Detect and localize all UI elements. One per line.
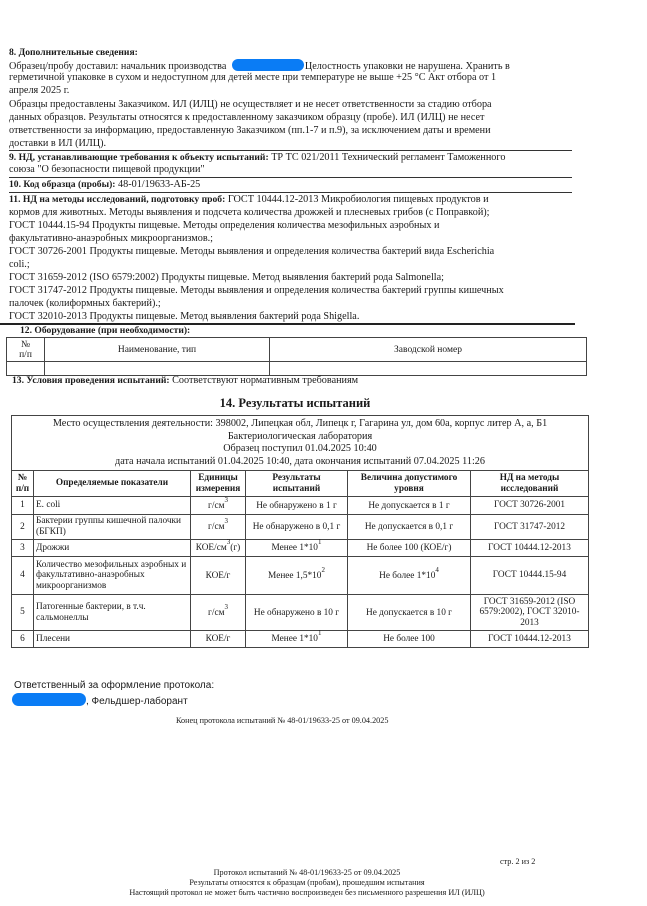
col-result (246, 471, 348, 497)
col-result-b: испытаний (272, 483, 321, 494)
lab-name: Бактериологическая лаборатория (227, 430, 373, 442)
result-sup: 1 (317, 629, 322, 638)
col-limit (348, 471, 471, 497)
sample-code: 48-01/19633-АБ-25 (118, 179, 201, 190)
section-8-line-7: доставки в ИЛ (ИЛЦ). (9, 138, 107, 149)
responsible-line (12, 693, 188, 709)
col-no-label: № (20, 339, 31, 350)
row-limit (348, 557, 471, 595)
table-row (12, 497, 589, 515)
row-indicator: Патогенные бактерии, в т.ч. сальмонеллы (34, 595, 191, 631)
section-13-heading: 13. Условия проведения испытаний: (12, 375, 170, 386)
page-number: стр. 2 из 2 (500, 857, 536, 866)
section-11-line-2: кормов для животных. Методы выявления и подсчета количества дрожжей и плесневых грибов (с Поправкой); (9, 207, 490, 218)
section-10-line (9, 179, 200, 192)
section-8-heading: 8. Дополнительные сведения: (9, 47, 138, 58)
col-units-a: Единицы (198, 472, 238, 483)
section-13-value: Соответствуют нормативным требованиям (172, 375, 359, 386)
unit-text: г/см (208, 500, 225, 511)
result-text: Менее 1,5*10 (268, 570, 322, 581)
table-row (12, 515, 589, 540)
section-11-line-5: ГОСТ 30726-2001 Продукты пищевые. Методы выявления и определения количества бактерий вида Escherichia (9, 246, 495, 257)
section-9-value: ТР ТС 021/2011 Технический регламент Таможенного (271, 152, 506, 163)
row-no: 2 (12, 515, 34, 540)
limit-text: Не более 1*10 (379, 570, 436, 581)
row-result (246, 557, 348, 595)
equipment-col-no (7, 338, 45, 362)
table-row (12, 595, 589, 631)
unit-text: г/см (208, 522, 225, 533)
row-limit (348, 631, 471, 648)
result-text: Не обнаружено в 10 г (253, 607, 340, 618)
col-no (12, 471, 34, 497)
footer-results-note: Результаты относятся к образцам (пробам), прошедшим испытания (189, 878, 425, 887)
sample-received: Образец поступил 01.04.2025 10:40 (223, 443, 377, 455)
limit-text: Не допускается в 10 г (366, 607, 452, 618)
col-result-a: Результаты (272, 472, 321, 483)
divider (9, 192, 572, 193)
equipment-cell (7, 362, 45, 376)
equipment-cell (45, 362, 270, 376)
row-indicator: E. coli (34, 497, 191, 515)
result-text: Менее 1*10 (271, 634, 318, 645)
equipment-table (6, 337, 587, 376)
responsible-label: Ответственный за оформление протокола: (14, 680, 215, 691)
col-limit-b: уровня (394, 483, 424, 494)
unit-tail: (г) (230, 543, 241, 554)
test-dates: дата начала испытаний 01.04.2025 10:40, дата окончания испытаний 07.04.2025 11:26 (115, 455, 485, 467)
row-unit (191, 595, 246, 631)
limit-text: Не допускается в 1 г (368, 500, 450, 511)
row-method: ГОСТ 10444.15-94 (471, 557, 589, 595)
results-header-row (12, 471, 589, 497)
unit-text: г/см (208, 607, 225, 618)
place-of-activity: Место осуществления деятельности: 398002, Липецкая обл, Липецк г, Гагарина ул, дом 60а, корпус литер А, а, Б1 (52, 418, 548, 429)
limit-sup: 4 (435, 565, 439, 574)
unit-sup: 3 (224, 602, 228, 611)
row-no: 1 (12, 497, 34, 515)
limit-text: Не более 100 (383, 634, 435, 645)
row-indicator: Плесени (34, 631, 191, 648)
row-no: 6 (12, 631, 34, 648)
row-unit (191, 631, 246, 648)
limit-text: Не более 100 (КОЕ/г) (366, 543, 452, 554)
row-indicator: Бактерии группы кишечной палочки (БГКП) (34, 515, 191, 540)
section-11-line-1 (9, 194, 489, 207)
section-11-line-10: ГОСТ 32010-2013 Продукты пищевые. Метод выявления бактерий рода Shigella. (9, 311, 360, 322)
unit-text: КОЕ/см (195, 543, 227, 554)
result-text: Не обнаружено в 1 г (256, 500, 337, 511)
section-8-line-6: ответственности за информацию, предоставленную Заказчиком (пп.1-7 и п.9), за исключением даты и времени (9, 125, 491, 136)
equipment-col-serial: Заводской номер (270, 338, 587, 362)
col-units-b: измерения (195, 483, 241, 494)
section-8-line-3: апреля 2025 г. (9, 85, 70, 96)
unit-sup: 3 (224, 517, 228, 526)
row-no: 4 (12, 557, 34, 595)
row-no: 3 (12, 540, 34, 557)
footer-reproduction-note: Настоящий протокол не может быть частично воспроизведен без письменного разрешения ИЛ (ИЛЦ) (129, 888, 485, 897)
section-9-heading: 9. НД, устанавливающие требования к объекту испытаний: (9, 152, 269, 163)
row-limit (348, 497, 471, 515)
col-method-b: исследований (500, 483, 559, 494)
col-method-a: НД на методы (499, 472, 560, 483)
result-sup: 2 (321, 565, 325, 574)
section-11-line-8: ГОСТ 31747-2012 Продукты пищевые. Методы выявления и определения количества бактерий группы кишечных (9, 285, 504, 296)
row-indicator: Количество мезофильных аэробных и факультативно-анаэробных микроорганизмов (34, 557, 191, 595)
section-8-line-2: герметичной упаковке в сухом и недоступном для детей месте при температуре не выше +25 °C Акт отбора от 1 (9, 72, 497, 83)
row-unit (191, 497, 246, 515)
responsible-role: , Фельдшер-лаборант (86, 696, 188, 707)
equipment-cell (270, 362, 587, 376)
table-row (12, 631, 589, 648)
row-unit (191, 540, 246, 557)
section-8-line-5: данных образцов. Результаты относятся к предоставленному заказчиком образцу (пробе). ИЛ (ИЛЦ) не несет (9, 112, 485, 123)
row-limit (348, 595, 471, 631)
section-8-line-4: Образцы предоставлены Заказчиком. ИЛ (ИЛЦ) не осуществляет и не несет ответственности за стадию отбора (9, 99, 492, 110)
unit-text: КОЕ/г (205, 634, 231, 645)
section-8-integrity: Целостность упаковки не нарушена. Хранить в (304, 61, 510, 72)
result-text: Менее 1*10 (271, 543, 318, 554)
footer-protocol: Протокол испытаний № 48-01/19633-25 от 09.04.2025 (213, 868, 401, 877)
row-result (246, 595, 348, 631)
section-9-line-1 (9, 152, 505, 165)
col-no-a: № (17, 472, 28, 483)
row-unit (191, 515, 246, 540)
divider (9, 177, 572, 178)
results-header-box (11, 415, 589, 471)
row-method: ГОСТ 30726-2001 (471, 497, 589, 515)
results-table (11, 470, 589, 648)
row-limit (348, 540, 471, 557)
redacted-name (232, 59, 304, 71)
row-result (246, 497, 348, 515)
unit-sup: 3 (224, 495, 228, 504)
equipment-col-name: Наименование, тип (45, 338, 270, 362)
col-no-label-2: п/п (19, 349, 32, 360)
col-indicator: Определяемые показатели (34, 471, 191, 497)
section-12-heading: 12. Оборудование (при необходимости): (20, 325, 191, 336)
col-limit-a: Величина допустимого (360, 472, 458, 483)
section-11-line-9: палочек (колиформных бактерий).; (9, 298, 161, 309)
unit-text: КОЕ/г (205, 570, 231, 581)
section-11-value: ГОСТ 10444.12-2013 Микробиология пищевых продуктов и (227, 194, 489, 205)
result-sup: 1 (317, 538, 322, 547)
section-8-delivered-by: Образец/пробу доставил: начальник производства (9, 61, 227, 72)
col-units (191, 471, 246, 497)
section-11-line-6: coli.; (9, 259, 30, 270)
section-11-line-4: факультативно-анаэробных микроорганизмов.; (9, 233, 214, 244)
section-9-line-2: союза "О безопасности пищевой продукции" (9, 164, 205, 175)
table-row (12, 540, 589, 557)
row-no: 5 (12, 595, 34, 631)
row-method: ГОСТ 10444.12-2013 (471, 631, 589, 648)
limit-text: Не допускается в 0,1 г (364, 522, 454, 533)
result-text: Не обнаружено в 0,1 г (252, 522, 341, 533)
row-method: ГОСТ 31659-2012 (ISO 6579:2002), ГОСТ 32010-2013 (471, 595, 589, 631)
section-11-line-7: ГОСТ 31659-2012 (ISO 6579:2002) Продукты пищевые. Метод выявления бактерий рода Salmonella; (9, 272, 444, 283)
divider (9, 150, 572, 151)
col-method (471, 471, 589, 497)
unit-sup: 3 (226, 538, 231, 547)
section-13-line (12, 375, 358, 388)
end-of-protocol: Конец протокола испытаний № 48-01/19633-25 от 09.04.2025 (176, 716, 389, 725)
section-11-heading: 11. НД на методы исследований, подготовку проб: (9, 194, 226, 205)
row-indicator: Дрожжи (34, 540, 191, 557)
section-14-title: 14. Результаты испытаний (219, 396, 371, 410)
section-11-line-3: ГОСТ 10444.15-94 Продукты пищевые. Методы определения количества мезофильных аэробных и (9, 220, 440, 231)
row-result (246, 540, 348, 557)
row-result (246, 515, 348, 540)
redacted-name (12, 693, 86, 706)
row-method: ГОСТ 31747-2012 (471, 515, 589, 540)
row-unit (191, 557, 246, 595)
table-row (12, 557, 589, 595)
row-result (246, 631, 348, 648)
col-no-b: п/п (15, 483, 30, 494)
row-method: ГОСТ 10444.12-2013 (471, 540, 589, 557)
section-10-heading: 10. Код образца (пробы): (9, 179, 116, 190)
row-limit (348, 515, 471, 540)
